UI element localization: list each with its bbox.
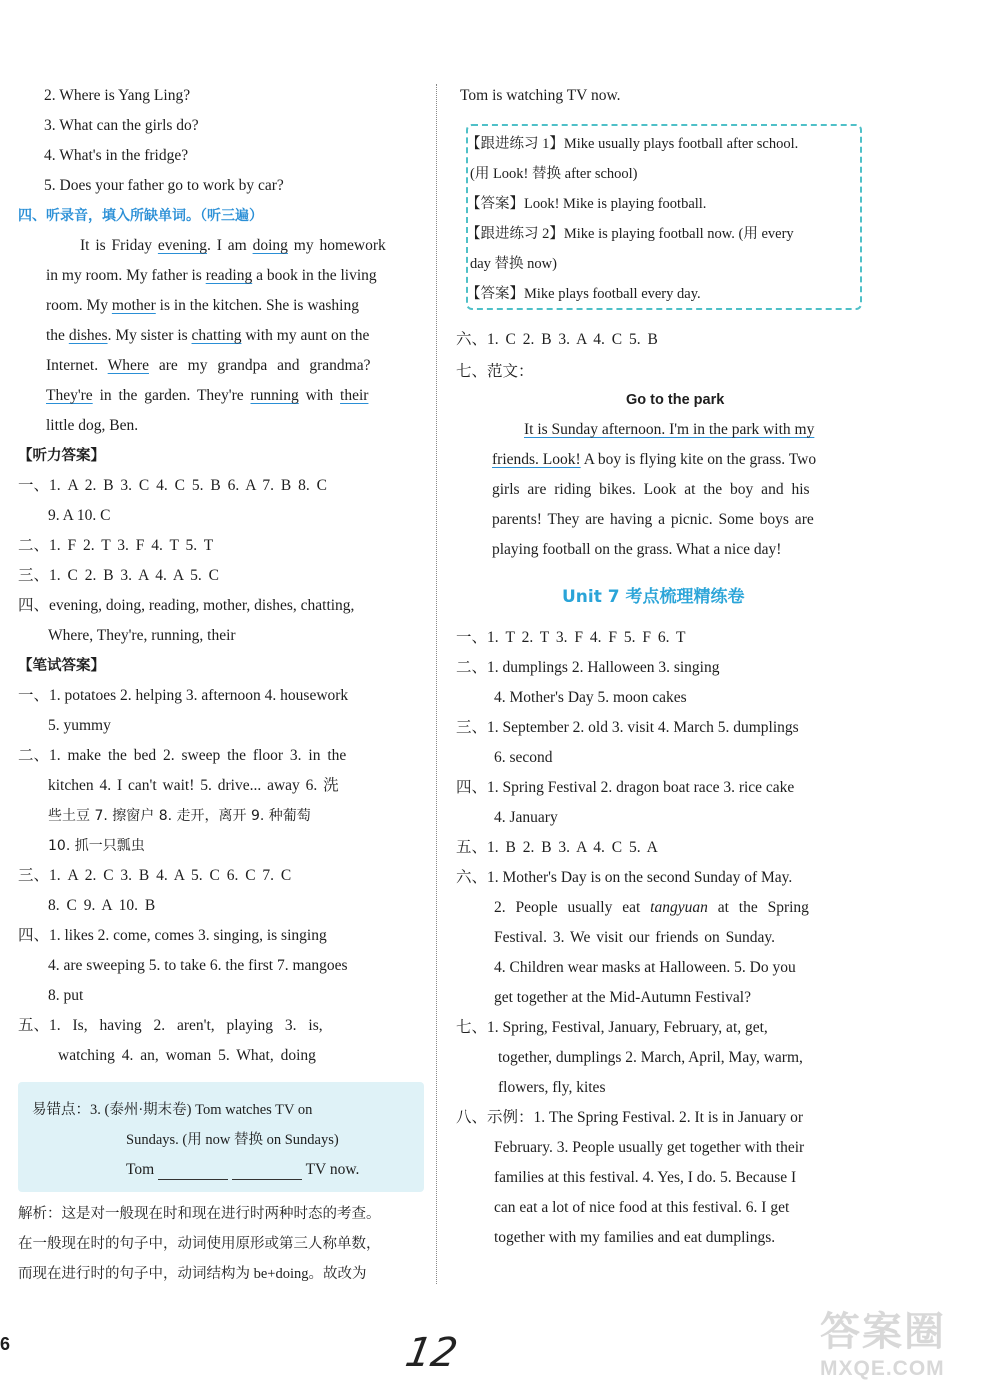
essay-line-3: girls are riding bikes. Look at the boy and his — [492, 481, 810, 498]
watermark-url: MXQE.COM — [820, 1357, 945, 1380]
listening-answer-1b: 9. A 10. C — [48, 507, 111, 524]
passage-line-2: in my room. My father is reading a book in the living — [46, 267, 377, 284]
essay-line-2: friends. Look! A boy is flying kite on the grass. Two — [492, 451, 817, 468]
written-answer-3: 三、1. A 2. C 3. B 4. A 5. C 6. C 7. C — [18, 867, 292, 884]
unit-answer-2b: 4. Mother's Day 5. moon cakes — [494, 689, 687, 706]
written-answer-3b: 8. C 9. A 10. B — [48, 897, 156, 914]
column-divider — [436, 84, 437, 1284]
essay-line-5: playing football on the grass. What a nice day! — [492, 541, 782, 558]
unit-answer-6: 六、1. Mother's Day is on the second Sunday of May. — [456, 869, 793, 886]
essay-title: Go to the park — [626, 392, 725, 408]
listening-answer-4b: Where, They're, running, their — [48, 627, 236, 644]
listening-answer-3: 三、1. C 2. B 3. A 4. A 5. C — [18, 567, 219, 584]
section-4-heading: 四、听录音，填入所缺单词。（听三遍） — [18, 208, 263, 224]
unit-answer-3b: 6. second — [494, 749, 553, 766]
note-line-3: Tom TV now. — [126, 1161, 360, 1178]
unit-answer-6b: 2. People usually eat tangyuan at the Spring — [494, 899, 809, 916]
written-answer-1: 一、1. potatoes 2. helping 3. afternoon 4. housework — [18, 687, 349, 704]
question-5: 5. Does your father go to work by car? — [44, 177, 284, 194]
listening-answer-4: 四、evening, doing, reading, mother, dishes, chatting, — [18, 597, 355, 614]
passage-line-4: the dishes. My sister is chatting with my aunt on the — [46, 327, 370, 344]
essay-line-4: parents! They are having a picnic. Some boys are — [492, 511, 814, 528]
answer-line: Tom is watching TV now. — [460, 87, 621, 104]
watermark — [820, 1300, 995, 1380]
listening-answer-1: 一、1. A 2. B 3. C 4. C 5. B 6. A 7. B 8. C — [18, 477, 327, 494]
unit-answer-6d: 4. Children wear masks at Halloween. 5. Do you — [494, 959, 796, 976]
essay-line-1: It is Sunday afternoon. I'm in the park with my — [524, 421, 815, 438]
written-answer-1b: 5. yummy — [48, 717, 111, 734]
unit-answer-6e: get together at the Mid-Autumn Festival? — [494, 989, 751, 1006]
practice-1: 【跟进练习 1】Mike usually plays football after school. — [466, 136, 799, 152]
unit-answer-1: 一、1. T 2. T 3. F 4. F 5. F 6. T — [456, 629, 686, 646]
unit-answer-3: 三、1. September 2. old 3. visit 4. March 5. dumplings — [456, 719, 799, 736]
unit-answer-8e: together with my families and eat dumplings. — [494, 1229, 776, 1246]
passage-line-3: room. My mother is in the kitchen. She is washing — [46, 297, 359, 314]
question-2: 2. Where is Yang Ling? — [44, 87, 191, 104]
unit-answer-6c: Festival. 3. We visit our friends on Sunday. — [494, 929, 775, 946]
practice-2-hint: day 替换 now) — [470, 256, 557, 272]
unit-answer-4b: 4. January — [494, 809, 558, 826]
written-answer-4c: 8. put — [48, 987, 84, 1004]
answer-blank-2 — [232, 1165, 302, 1180]
handwritten-number: 12 — [401, 1330, 461, 1376]
page-number: 6 — [0, 1334, 11, 1354]
question-3: 3. What can the girls do? — [44, 117, 199, 134]
unit-answer-7: 七、1. Spring, Festival, January, February, at, get, — [456, 1019, 768, 1036]
question-4: 4. What's in the fridge? — [44, 147, 189, 164]
error-prone-note-box — [18, 1082, 424, 1192]
listening-answers-heading: 【听力答案】 — [18, 448, 105, 464]
written-answer-5b: watching 4. an, woman 5. What, doing — [58, 1047, 316, 1064]
unit-7-title: Unit 7 考点梳理精练卷 — [562, 587, 745, 607]
unit-answer-7c: flowers, fly, kites — [498, 1079, 606, 1096]
passage-line-6: They're in the garden. They're running with their — [46, 387, 369, 404]
practice-1-hint: (用 Look! 替换 after school) — [470, 166, 638, 182]
unit-answer-8c: families at this festival. 4. Yes, I do. 5. Because I — [494, 1169, 797, 1186]
unit-answer-8d: can eat a lot of nice food at this festival. 6. I get — [494, 1199, 790, 1216]
analysis-line-3: 而现在进行时的句子中，动词结构为 be+doing。故改为 — [18, 1266, 367, 1282]
analysis-line-2: 在一般现在时的句子中，动词使用原形或第三人称单数， — [18, 1236, 381, 1252]
unit-answer-7b: together, dumplings 2. March, April, May, warm, — [498, 1049, 803, 1066]
unit-answer-2: 二、1. dumplings 2. Halloween 3. singing — [456, 659, 720, 676]
passage-line-7: little dog, Ben. — [46, 417, 139, 434]
watermark-logo: 答案圈 — [820, 1309, 946, 1355]
unit-answer-8: 八、示例：1. The Spring Festival. 2. It is in January or — [456, 1109, 803, 1126]
analysis-line-1: 解析：这是对一般现在时和现在进行时两种时态的考查。 — [18, 1206, 381, 1222]
note-line-2: Sundays. (用 now 替换 on Sundays) — [126, 1132, 339, 1148]
unit-answer-5: 五、1. B 2. B 3. A 4. C 5. A — [456, 839, 658, 856]
unit-answer-8b: February. 3. People usually get together with their — [494, 1139, 805, 1156]
written-answer-4b: 4. are sweeping 5. to take 6. the first 7. mangoes — [48, 957, 348, 974]
unit-answer-4: 四、1. Spring Festival 2. dragon boat race 3. rice cake — [456, 779, 795, 796]
practice-2: 【跟进练习 2】Mike is playing football now. (用 every — [466, 226, 794, 242]
listening-answer-2: 二、1. F 2. T 3. F 4. T 5. T — [18, 537, 214, 554]
practice-dashed-box — [466, 124, 862, 310]
passage-line-1: It is Friday evening. I am doing my homework — [80, 237, 386, 254]
practice-1-answer: 【答案】Look! Mike is playing football. — [466, 196, 707, 212]
section-6-answers: 六、1. C 2. B 3. A 4. C 5. B — [456, 331, 658, 348]
section-7-heading: 七、范文： — [456, 363, 534, 380]
written-answer-2b: kitchen 4. I can't wait! 5. drive... away 6. 洗 — [48, 777, 339, 794]
note-line-1: 易错点：3. (泰州·期末卷) Tom watches TV on — [32, 1102, 313, 1118]
written-answers-heading: 【笔试答案】 — [18, 658, 105, 674]
written-answer-2d: 10. 抓一只瓢虫 — [48, 838, 145, 854]
written-answer-2: 二、1. make the bed 2. sweep the floor 3. in the — [18, 747, 347, 764]
practice-2-answer: 【答案】Mike plays football every day. — [466, 286, 701, 302]
passage-line-5: Internet. Where are my grandpa and grandma? — [46, 357, 371, 374]
answer-blank-1 — [158, 1165, 228, 1180]
written-answer-5: 五、1. Is, having 2. aren't, playing 3. is, — [18, 1017, 323, 1034]
written-answer-2c: 些土豆 7. 擦窗户 8. 走开，离开 9. 种葡萄 — [48, 808, 311, 824]
written-answer-4: 四、1. likes 2. come, comes 3. singing, is singing — [18, 927, 327, 944]
